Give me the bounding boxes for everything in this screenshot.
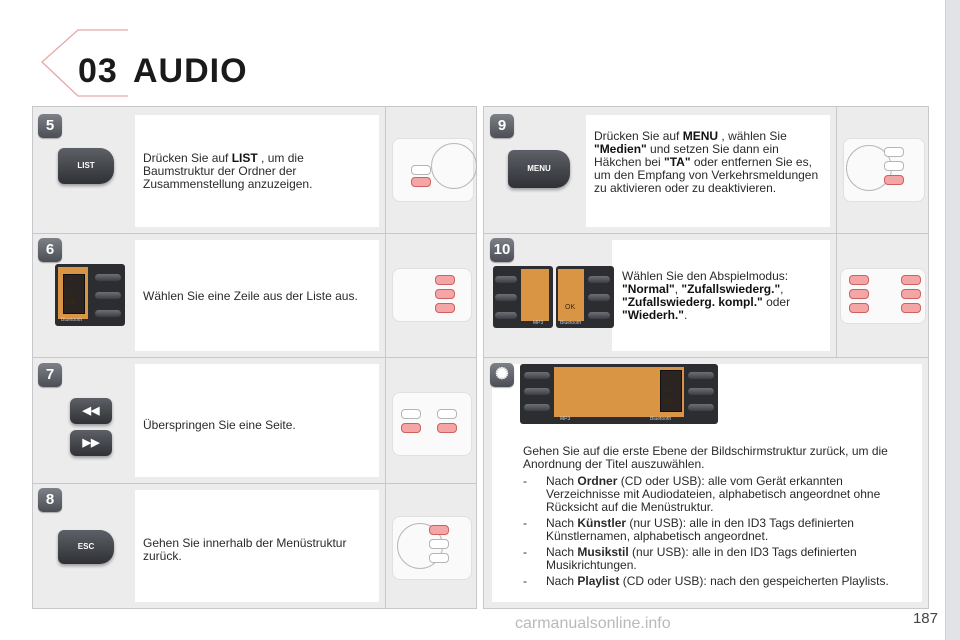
bluetooth-label-right: Bluetooth bbox=[560, 320, 582, 326]
bluetooth-label-arrangement: Bluetooth bbox=[650, 416, 672, 422]
display-arrangement: ⌃ ⌄ OK MP3 Bluetooth bbox=[520, 364, 718, 424]
display-playmode-right bbox=[556, 266, 614, 328]
list-button[interactable]: LIST bbox=[58, 148, 114, 184]
bluetooth-label: Bluetooth bbox=[61, 317, 83, 323]
mp3-label-arrangement: MP3 bbox=[560, 416, 571, 422]
step-8-badge: 8 bbox=[38, 488, 62, 512]
step-9-text: Drücken Sie auf MENU , wählen Sie "Medien" und setzen Sie dann ein Häkchen bei "TA" oder entfernen Sie es, um den Empfang von Verkehrsmeldungen zu aktivieren oder zu deaktivieren. bbox=[594, 129, 819, 195]
list-item: - Nach Künstler (nur USB): alle in den ID3 Tags definierten Künstlernamen, alphabetisch angeordnet. bbox=[523, 516, 854, 543]
ok-label-right: OK bbox=[565, 304, 576, 311]
watermark: carmanualsonline.info bbox=[515, 615, 671, 632]
display-with-side-buttons: ⌃ ⌄ OK Bluetooth bbox=[55, 264, 125, 326]
step-10-badge: 10 bbox=[490, 238, 514, 262]
next-page-button[interactable]: ▶▶ bbox=[70, 430, 112, 456]
page-title: AUDIO bbox=[133, 52, 248, 90]
mp3-label-left: MP3 bbox=[533, 320, 544, 326]
step-8-text: Gehen Sie innerhalb der Menüstruktur zurück. bbox=[143, 536, 347, 563]
previous-page-button[interactable]: ◀◀ bbox=[70, 398, 112, 424]
step-6-text: Wählen Sie eine Zeile aus der Liste aus. bbox=[143, 289, 358, 303]
radio-sketch-skip bbox=[392, 392, 472, 456]
step-6-badge: 6 bbox=[38, 238, 62, 262]
step-7-text: Überspringen Sie eine Seite. bbox=[143, 418, 296, 432]
ok-label-arrangement: OK bbox=[664, 399, 675, 406]
radio-sketch-esc bbox=[392, 516, 472, 580]
tips-intro: Gehen Sie auf die erste Ebene der Bildschirmstruktur zurück, um die Anordnung der Titel auszuwählen. bbox=[523, 444, 888, 471]
list-item: - Nach Ordner (CD oder USB): alle vom Gerät erkannten Verzeichnisse mit Audiodateien, alphabetisch angeordnet ohne Rücksicht auf die Menüstruktur. bbox=[523, 474, 881, 514]
ok-label: OK bbox=[66, 300, 77, 307]
radio-sketch-menu bbox=[843, 138, 925, 202]
esc-button[interactable]: ESC bbox=[58, 530, 114, 564]
list-item: - Nach Musikstil (nur USB): alle in den ID3 Tags definierten Musikrichtungen. bbox=[523, 545, 857, 572]
step-7-badge: 7 bbox=[38, 363, 62, 387]
page-number: 187 bbox=[912, 610, 938, 627]
step-5-badge: 5 bbox=[38, 114, 62, 138]
display-playmode-left bbox=[493, 266, 553, 328]
tips-icon: ✺ bbox=[490, 363, 514, 387]
radio-sketch-list bbox=[392, 138, 474, 202]
display-sketch-playmode bbox=[840, 268, 926, 324]
display-sketch-select bbox=[392, 268, 472, 322]
step-9-badge: 9 bbox=[490, 114, 514, 138]
step-10-text: Wählen Sie den Abspielmodus: "Normal", "Zufallswiederg.", "Zufallswiederg. kompl." oder "Wiederh.". bbox=[622, 269, 791, 322]
page-edge-tab bbox=[945, 0, 960, 640]
chapter-number: 03 bbox=[78, 52, 118, 90]
list-item: - Nach Playlist (CD oder USB): nach den gespeicherten Playlists. bbox=[523, 574, 889, 588]
menu-button[interactable]: MENU bbox=[508, 150, 570, 188]
step-5-text: Drücken Sie auf LIST , um die Baumstruktur der Ordner der Zusammenstellung anzuzeigen. bbox=[143, 151, 313, 191]
